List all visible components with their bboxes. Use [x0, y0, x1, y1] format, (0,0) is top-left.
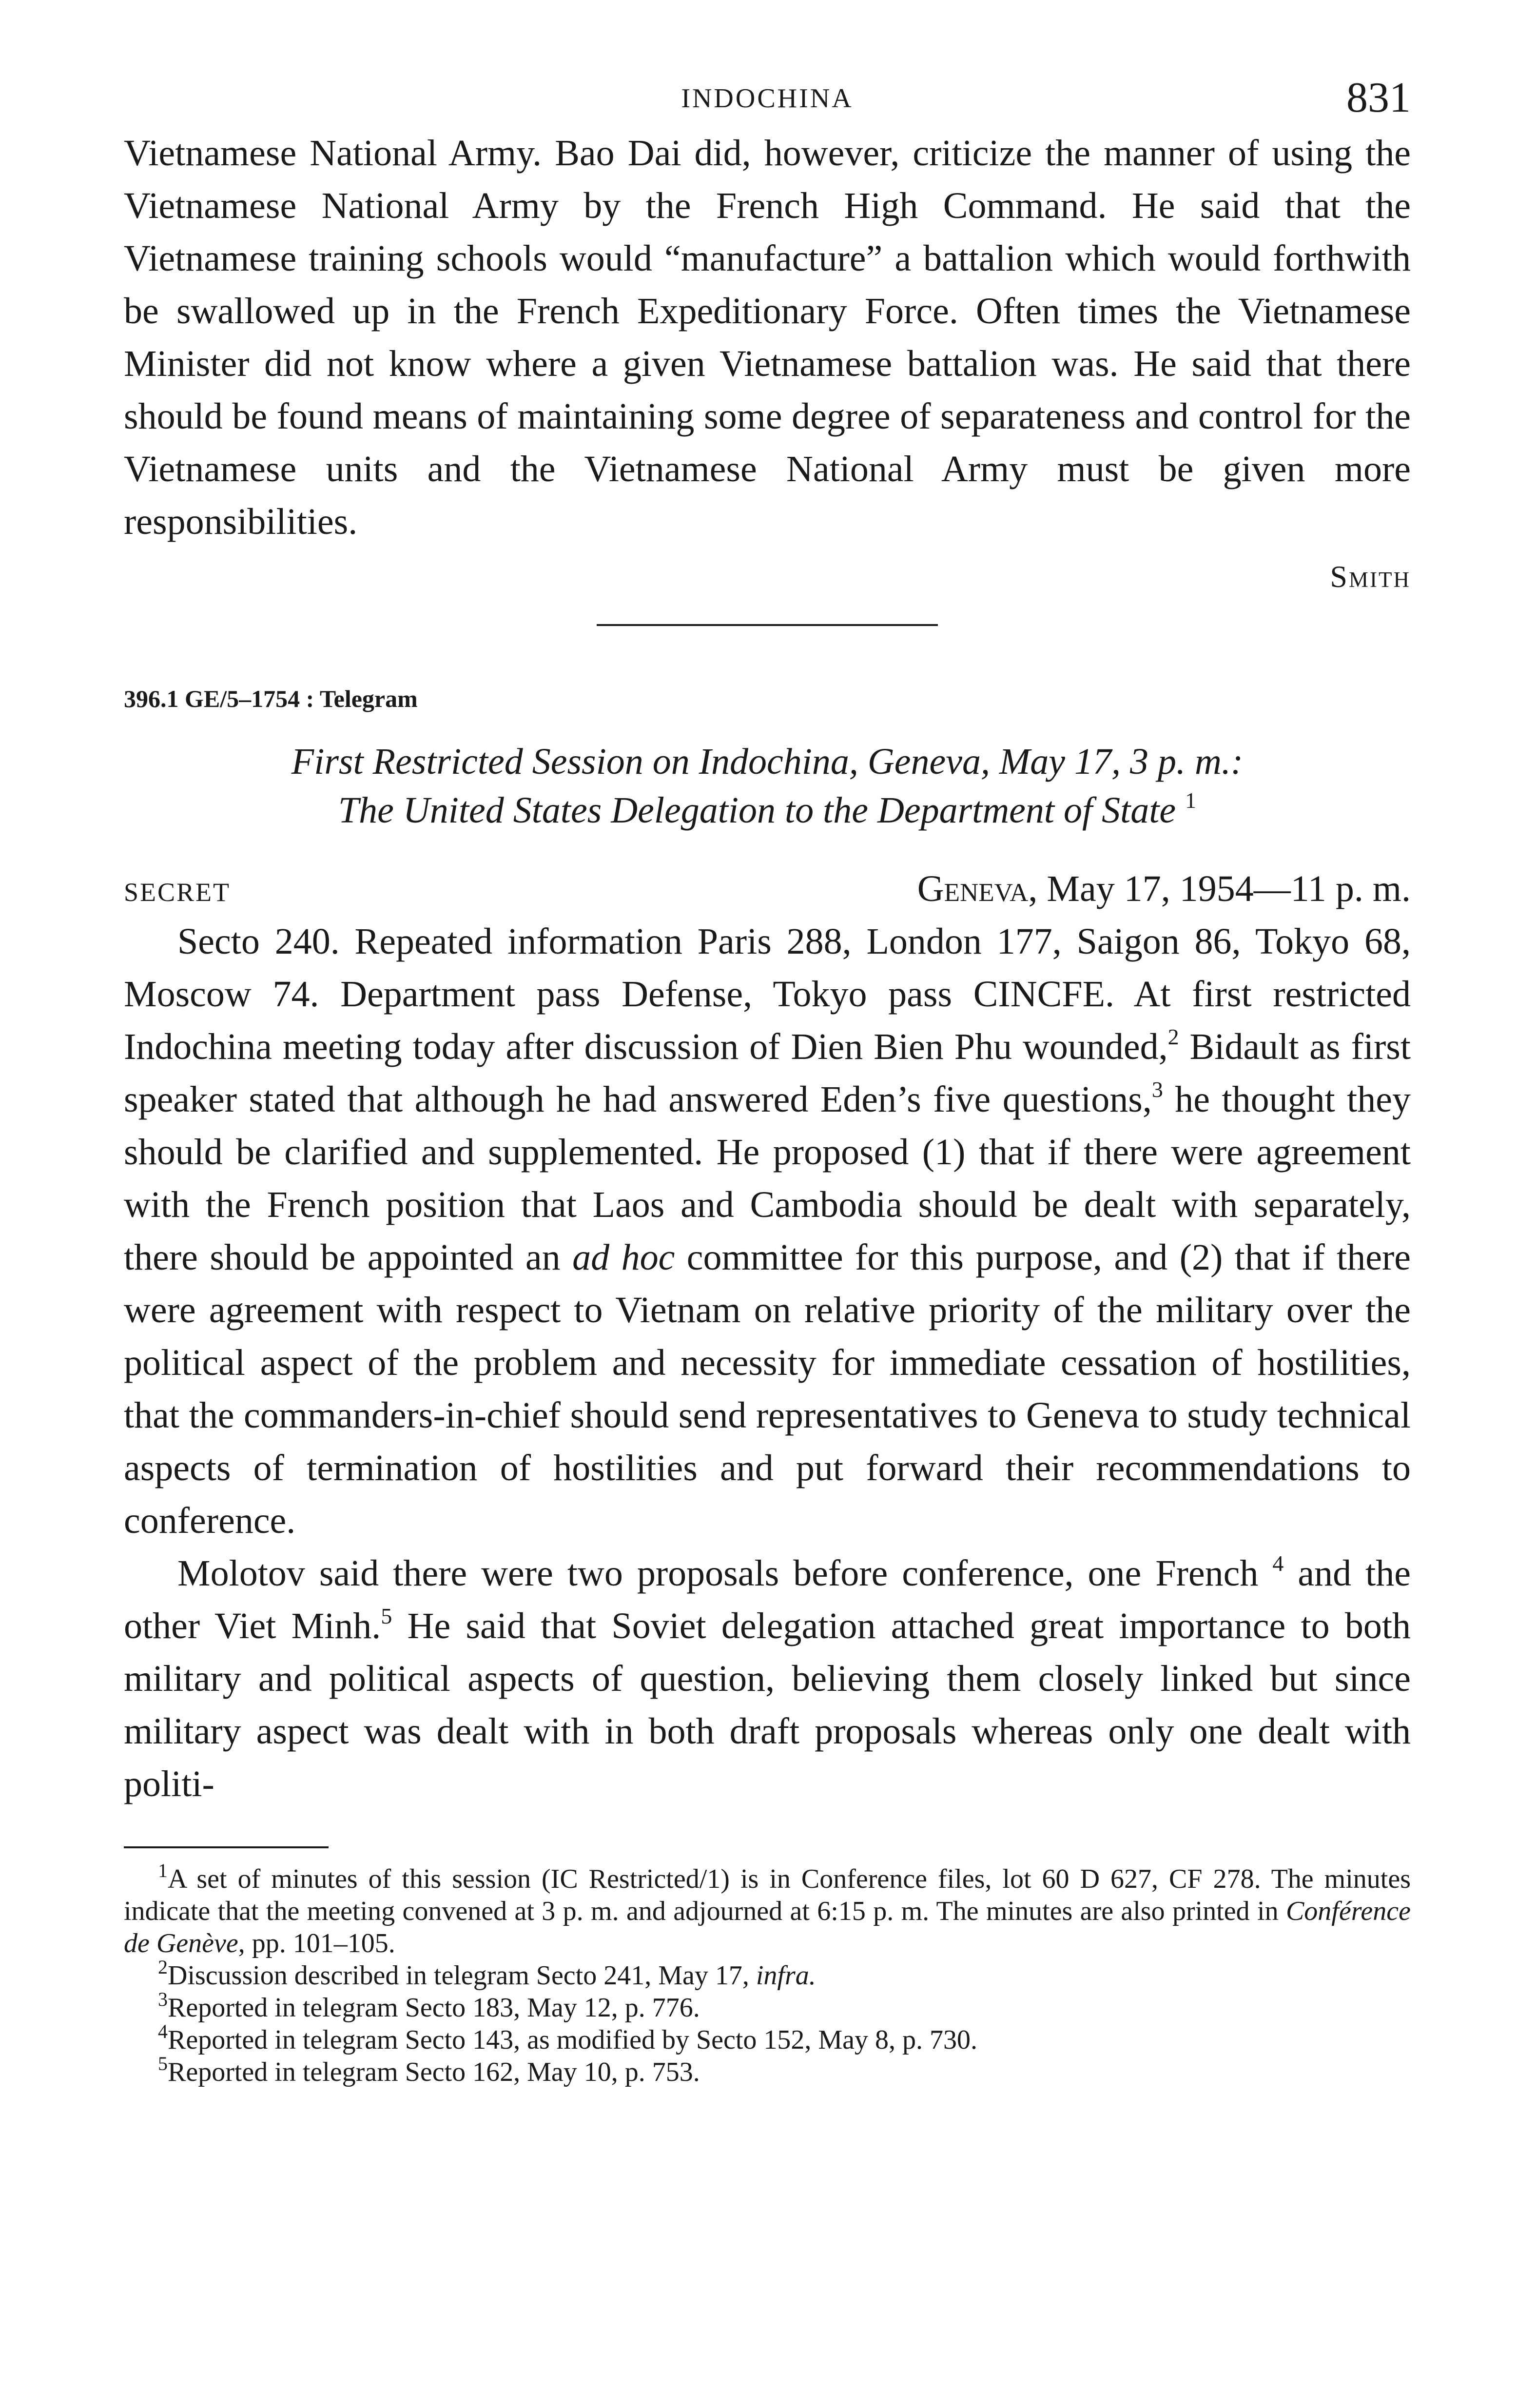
footnote-ref-2: 2: [1167, 1024, 1179, 1049]
footnote-3-mark: 3: [158, 1988, 168, 2010]
paragraph-1-part-2: Bidault as first speaker stated that although he had answered Eden’s five questions,: [124, 1026, 1411, 1120]
section-divider: [597, 624, 938, 626]
footnote-4-text: Reported in telegram Secto 143, as modified by Secto 152, May 8, p. 730.: [168, 2025, 978, 2055]
footnote-3: [124, 1988, 1411, 2024]
footnote-2-text: Discussion described in telegram Secto 241, May 17,: [168, 1960, 756, 1991]
running-header: [124, 73, 1411, 127]
footnote-1-italic: Conférence de Genève: [124, 1896, 1411, 1958]
footnote-1: [124, 1860, 1411, 1959]
footnotes: [124, 1860, 1411, 2088]
document-title-line-1: First Restricted Session on Indochina, Geneva, May 17, 3 p. m.:: [291, 741, 1244, 782]
footnote-ref-1: 1: [1185, 788, 1197, 813]
paragraph-1-part-3: he thought they should be clarified and supplemented. He proposed (1) that if there were agreement with the French position that Laos and Cambodia should be dealt with separately, there should be appointed an: [124, 1079, 1411, 1278]
document-page: [124, 73, 1411, 2088]
footnote-4: [124, 2020, 1411, 2056]
classification: SECRET: [124, 878, 231, 907]
paragraph-secto-240: [124, 915, 1411, 1547]
footnote-ref-4: 4: [1272, 1551, 1284, 1576]
footnote-4-mark: 4: [158, 2020, 168, 2042]
page-number: 831: [1346, 74, 1411, 121]
place: Geneva: [917, 868, 1029, 909]
paragraph-1-part-1: Secto 240. Repeated information Paris 288, London 177, Saigon 86, Tokyo 68, Moscow 74. Department pass Defense, Tokyo pass CINCFE. At first restricted Indochina meeting today after discussion of Dien Bien Phu wounded,: [124, 921, 1411, 1067]
footnote-3-text: Reported in telegram Secto 183, May 12, p. 776.: [168, 1993, 700, 2023]
signature: Smith: [1330, 559, 1411, 594]
paragraph-2-part-2: and the other Viet Minh.: [124, 1553, 1411, 1646]
running-title: INDOCHINA: [681, 83, 854, 114]
paragraph-1-part-4: committee for this purpose, and (2) that if there were agreement with respect to Vietnam on relative priority of the military over the political aspect of the problem and necessity for immediate cessation of hostilities, that the commanders-in-chief should send representatives to Geneva to study technical aspects of termination of hostilities and put forward their recommendations to conference.: [124, 1237, 1411, 1541]
footnote-ref-5: 5: [381, 1604, 392, 1628]
footnote-1-text-a: A set of minutes of this session (IC Restricted/1) is in Conference files, lot 60 D 627, CF 278. The minutes indicate that the meeting convened at 3 p. m. and adjourned at 6:15 p. m. The minutes are also printed in: [124, 1864, 1411, 1926]
footnote-rule: [124, 1846, 329, 1848]
date: , May 17, 1954—11 p. m.: [1028, 868, 1411, 909]
footnote-1-mark: 1: [158, 1860, 168, 1881]
document-title-line-2: [124, 786, 1411, 835]
paragraph-2-part-3: He said that Soviet delegation attached great importance to both military and political aspects of question, believing them closely linked but since military aspect was dealt with in both draft proposals whereas only one dealt with politi-: [124, 1605, 1411, 1804]
continued-paragraph: Vietnamese National Army. Bao Dai did, however, criticize the manner of using the Vietnamese National Army by the French High Command. He said that the Vietnamese training schools would “manufacture” a battalion which would forthwith be swallowed up in the French Expeditionary Force. Often times the Vietnamese Minister did not know where a given Vietnamese battalion was. He said that there should be found means of maintaining some degree of separateness and control for the Vietnamese units and the Vietnamese National Army must be given more responsibilities.: [124, 133, 1411, 542]
footnote-2: [124, 1956, 1411, 1992]
dateline: [124, 868, 1411, 910]
footnote-5-text: Reported in telegram Secto 162, May 10, p. 753.: [168, 2057, 700, 2087]
document-title: [124, 737, 1411, 835]
document-title-text: The United States Delegation to the Department of State: [338, 790, 1176, 831]
footnote-5-mark: 5: [158, 2053, 168, 2075]
footnote-2-italic: infra.: [756, 1960, 816, 1991]
file-reference: 396.1 GE/5–1754 : Telegram: [124, 685, 418, 712]
paragraph-molotov: [124, 1547, 1411, 1810]
place-date: [917, 868, 1411, 910]
footnote-1-text-b: , pp. 101–105.: [238, 1928, 395, 1958]
footnote-ref-3: 3: [1151, 1077, 1163, 1102]
ad-hoc-term: ad hoc: [572, 1237, 675, 1278]
footnote-5: [124, 2053, 1411, 2088]
footnote-2-mark: 2: [158, 1956, 168, 1978]
paragraph-2-part-1: Molotov said there were two proposals before conference, one French: [177, 1553, 1259, 1594]
